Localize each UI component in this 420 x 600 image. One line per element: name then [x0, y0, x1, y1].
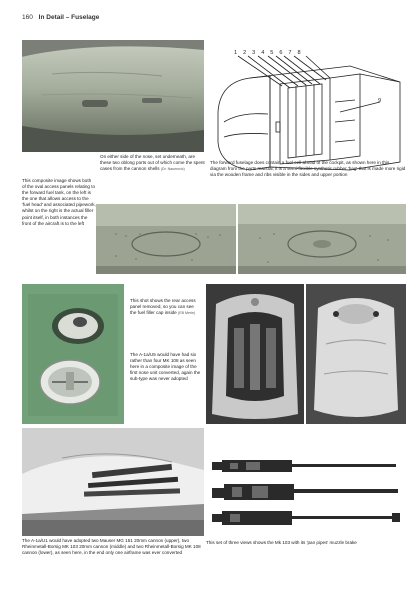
a1a-u1-nose-photo	[22, 428, 204, 536]
nose-unit-photo-left	[206, 284, 304, 424]
nose-underside-photo	[22, 40, 204, 152]
mk103-caption: This set of three views shows the Mk 103 with its 'pan pipes' muzzle brake	[206, 540, 357, 545]
nose-unit-photo-right	[306, 284, 406, 424]
page-header	[22, 14, 99, 21]
a1a-u1-caption: The A-1a/U1 would have adopted two Mauser MG 151 20mm cannon (upper), two Rheinmetall-Borsig MK 103 20mm cannon (middle) and two Rheinmetall-Borsig MK 108 cannon (lower), as seen here, in the end only one airframe was ever converted	[22, 538, 201, 556]
a1a-u5-caption: The A-1a/U5 would have had six rather than four MK 108 as seen here in a composite image of the first nose unit converted, again the sub-type was never adopted	[130, 352, 201, 382]
nose-underside-caption	[100, 154, 205, 172]
rear-panel-caption	[130, 298, 200, 316]
rear-panel-photo	[22, 284, 124, 424]
filler-point-photo	[238, 204, 406, 274]
mk103-views-photo	[206, 456, 406, 532]
composite-caption: This composite image shows both of the oval access panels relating to the forward fuel tank, on the left is the one that allows access to the 'fuel head' and associated pipework, whilst on the right is the actual filler point itself, in both instances the front of the aircraft is to the left	[22, 178, 96, 226]
rear-panel-text: This shot shows the rear access panel removed, so you can see the fuel filler cap inside	[130, 298, 196, 316]
fuel-head-panel-photo	[96, 204, 236, 274]
page-number: 160	[22, 14, 33, 21]
nose-underside-text: On either side of the nose, set underneath, are these two oblong ports out of which come the spent cases from the cannon shells	[100, 154, 205, 172]
fuel-cell-caption: The forward fuselage does contain a fuel cell ahead of the cockpit, as shown here in this diagram from the parts manual; it is a semi-flexible synthetic rubber 'bag' that is made more rigid via the wooden frame and ribs visible in the sides and upper portion	[210, 160, 406, 178]
section-title: In Detail – Fuselage	[38, 14, 100, 21]
diagram-side-number: 9	[378, 98, 382, 104]
rear-panel-credit: (EB Merle)	[178, 311, 196, 316]
nose-underside-credit: (Dr. Naumovic)	[160, 167, 185, 172]
diagram-part-numbers: 1 2 3 4 5 6 7 8	[234, 50, 303, 56]
